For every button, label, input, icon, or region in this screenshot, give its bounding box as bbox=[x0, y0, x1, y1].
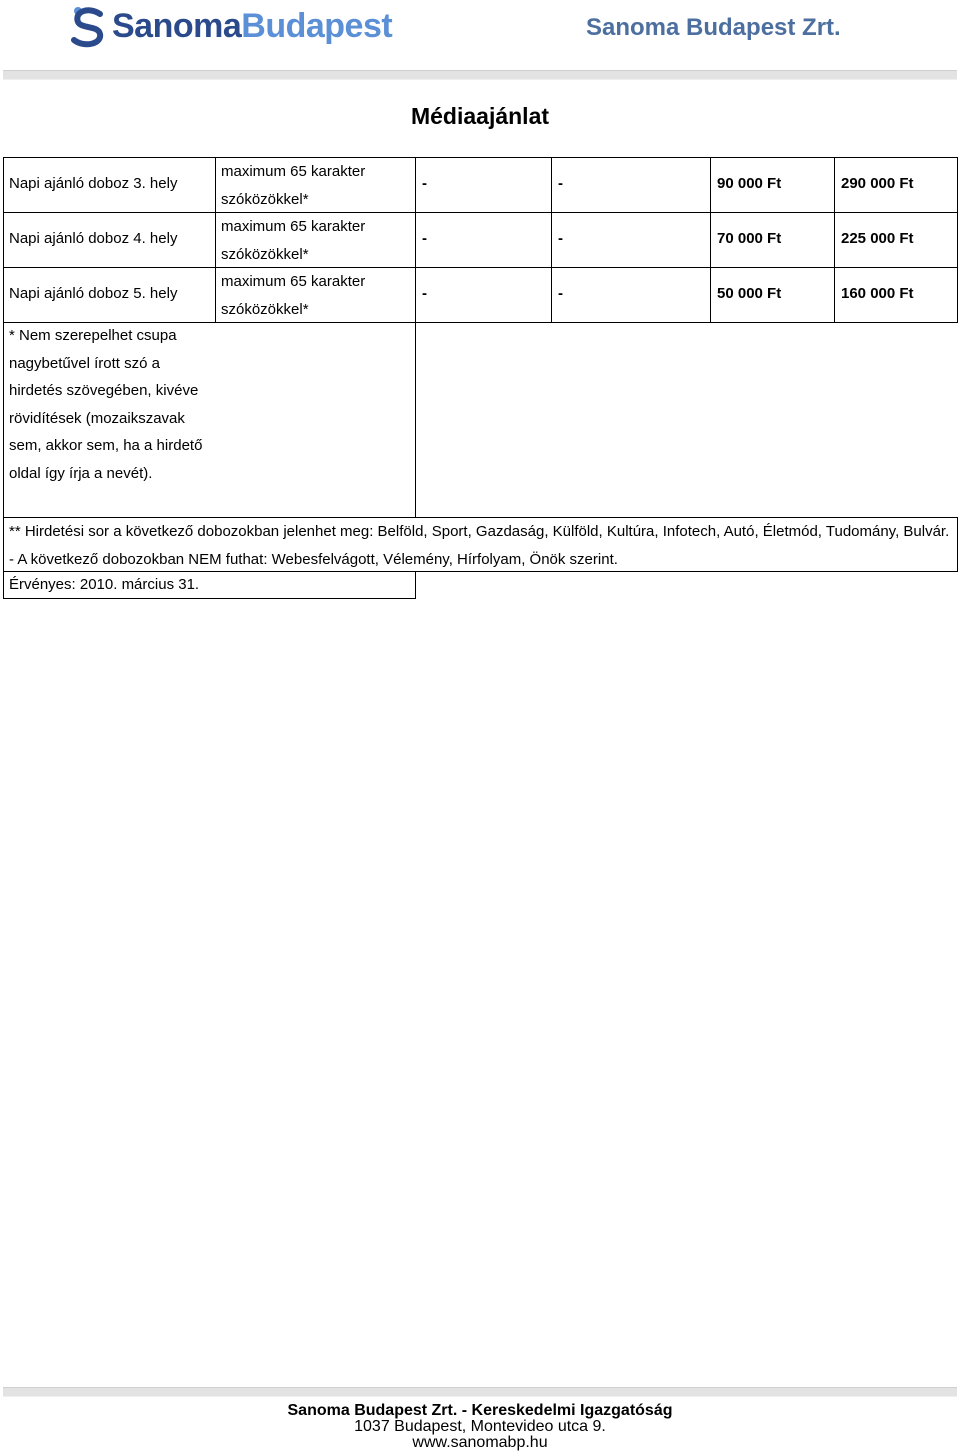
row-col2: - bbox=[551, 267, 711, 323]
logo-wordmark bbox=[112, 7, 392, 46]
row-price-1: 70 000 Ft bbox=[710, 212, 835, 268]
row-col1: - bbox=[415, 212, 552, 268]
row-price-2: 160 000 Ft bbox=[834, 267, 958, 323]
column-divider bbox=[415, 322, 416, 518]
footer-address: 1037 Budapest, Montevideo utca 9. bbox=[354, 1418, 606, 1435]
row-col2: - bbox=[551, 212, 711, 268]
row-char-limit: maximum 65 karakter szóközökkel* bbox=[215, 157, 416, 213]
row-col2: - bbox=[551, 157, 711, 213]
row-price-2: 225 000 Ft bbox=[834, 212, 958, 268]
validity-date: Érvényes: 2010. március 31. bbox=[3, 571, 416, 599]
row-price-1: 90 000 Ft bbox=[710, 157, 835, 213]
row-col1: - bbox=[415, 267, 552, 323]
logo-brand: Sanoma bbox=[112, 6, 242, 45]
footer-divider bbox=[3, 1387, 957, 1397]
row-char-limit: maximum 65 karakter szóközökkel* bbox=[215, 212, 416, 268]
note-placement: ** Hirdetési sor a következő dobozokban jelenhet meg: Belföld, Sport, Gazdaság, Külföld, Kultúra, Infotech, Autó, Életmód, Tudomány, Bulvár. - A következő dobozokban NEM futhat: Webesfelvágott, Vélemény, Hírfolyam, Önök szerint. bbox=[3, 517, 958, 572]
row-char-limit: maximum 65 karakter szóközökkel* bbox=[215, 267, 416, 323]
row-name: Napi ajánló doboz 5. hely bbox=[3, 267, 216, 323]
row-name: Napi ajánló doboz 3. hely bbox=[3, 157, 216, 213]
page-footer bbox=[0, 1403, 960, 1451]
company-name: Sanoma Budapest Zrt. bbox=[586, 14, 841, 41]
header-divider bbox=[3, 70, 957, 80]
sanoma-s-icon bbox=[70, 4, 106, 48]
page-header bbox=[0, 0, 960, 70]
note-uppercase: * Nem szerepelhet csupa nagybetűvel írott szó a hirdetés szövegében, kivéve rövidítések (mozaikszavak sem, akkor sem, ha a hirdető oldal így írja a nevét). bbox=[3, 322, 216, 518]
logo-city: Budapest bbox=[241, 6, 393, 45]
row-price-1: 50 000 Ft bbox=[710, 267, 835, 323]
row-name: Napi ajánló doboz 4. hely bbox=[3, 212, 216, 268]
row-col1: - bbox=[415, 157, 552, 213]
footer-company: Sanoma Budapest Zrt. - Kereskedelmi Igazgatóság bbox=[287, 1402, 673, 1419]
page-title: Médiaajánlat bbox=[410, 103, 550, 129]
footer-website: www.sanomabp.hu bbox=[412, 1434, 548, 1451]
sanoma-logo bbox=[70, 4, 392, 48]
row-price-2: 290 000 Ft bbox=[834, 157, 958, 213]
